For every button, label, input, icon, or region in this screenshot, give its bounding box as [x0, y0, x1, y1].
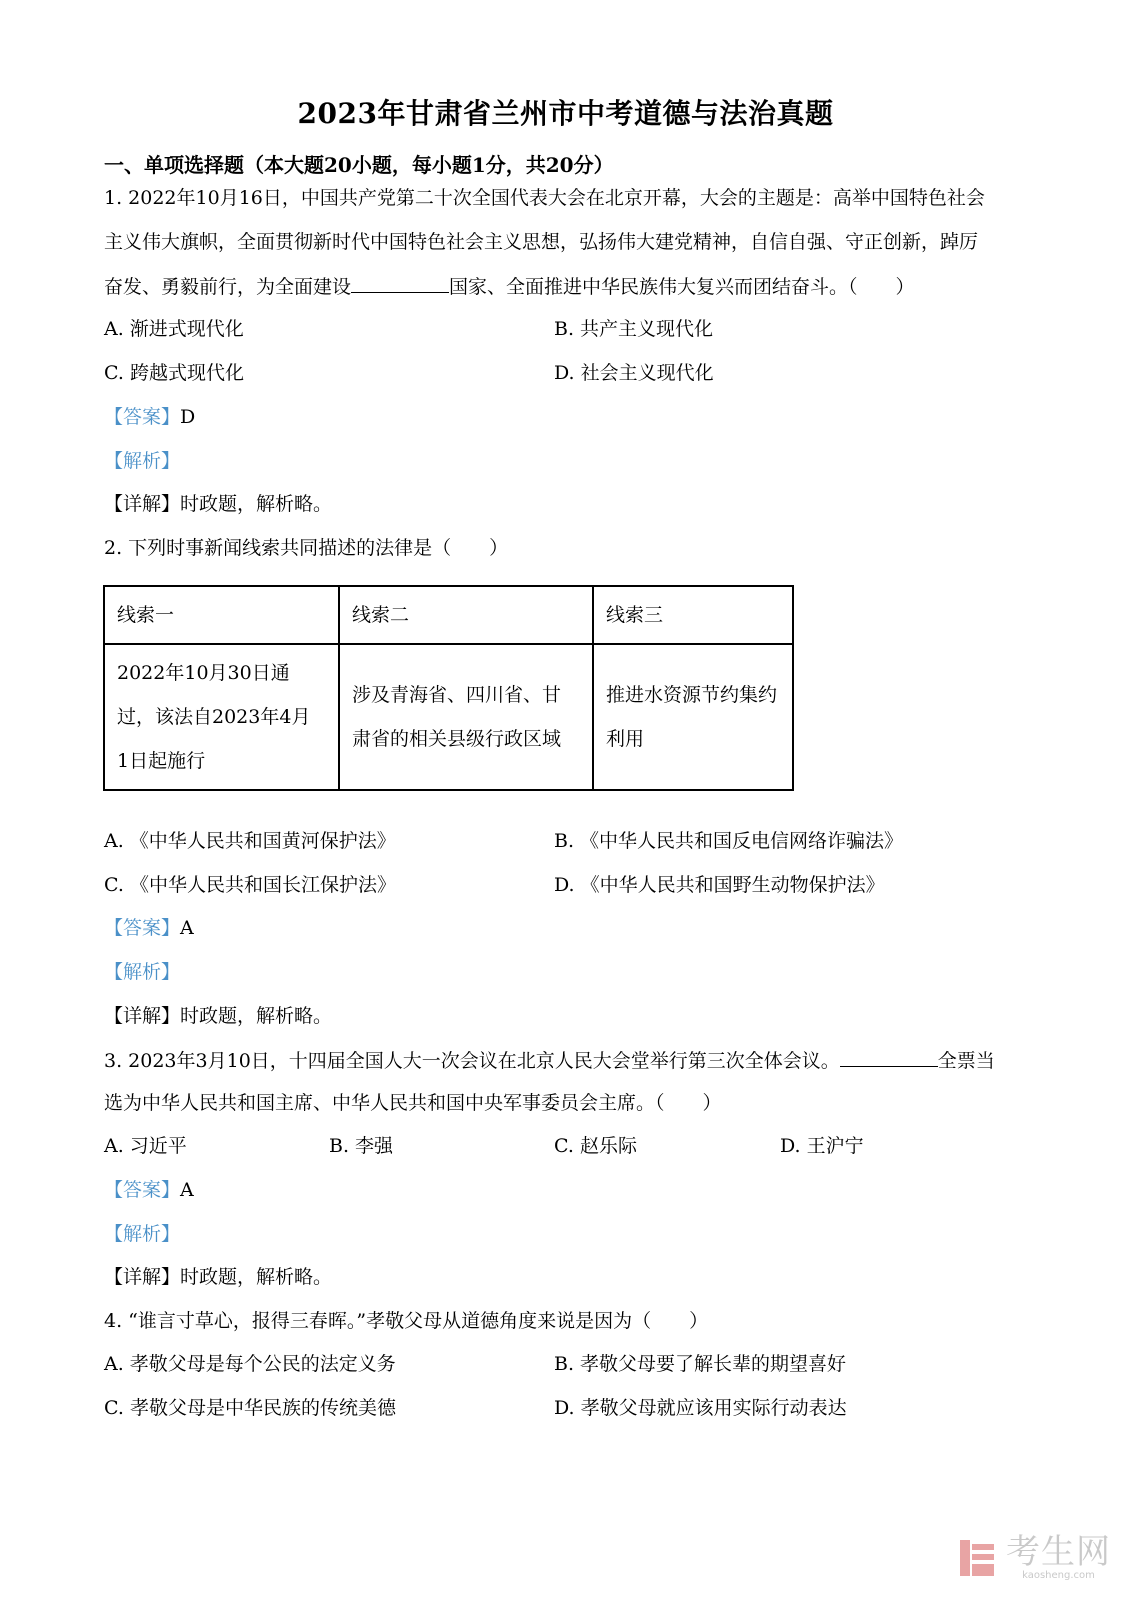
q1-option-a: A. 渐进式现代化	[104, 318, 244, 340]
q3-option-c: C. 赵乐际	[554, 1135, 637, 1157]
table-cell-clue-1	[104, 644, 339, 790]
q2-option-d: D. 《中华人民共和国野生动物保护法》	[554, 874, 885, 896]
q3-answer-blank	[840, 1046, 938, 1067]
table-header-1: 线索一	[104, 586, 339, 644]
q3-stem-line-1-end: 全票当	[937, 1050, 995, 1072]
q1-answer	[104, 404, 195, 430]
table-row	[104, 644, 793, 790]
q2-answer	[104, 915, 194, 941]
watermark-site-name: 考生网	[1006, 1532, 1111, 1572]
q1-detail-text: 时政题，解析略。	[180, 493, 333, 515]
q1-stem-line-3-end: 国家、全面推进中华民族伟大复兴而团结奋斗。（ ）	[449, 276, 915, 298]
q2-detail-text: 时政题，解析略。	[180, 1005, 333, 1027]
section-heading: 一、单项选择题（本大题20小题，每小题1分，共20分）	[104, 153, 614, 177]
detail-tag: 【详解】	[104, 493, 181, 515]
q2-detail	[104, 1003, 332, 1029]
q3-stem-line-2: 选为中华人民共和国主席、中华人民共和国中央军事委员会主席。（ ）	[104, 1092, 722, 1114]
q2-option-a: A. 《中华人民共和国黄河保护法》	[104, 830, 396, 852]
answer-tag: 【答案】	[104, 1179, 181, 1201]
clue-table	[103, 585, 794, 791]
q4-option-a: A. 孝敬父母是每个公民的法定义务	[104, 1353, 396, 1375]
cell-line: 2022年10月30日通	[117, 662, 290, 684]
watermark-logo-icon	[958, 1538, 998, 1578]
table-header-row	[104, 586, 793, 644]
cell-line: 涉及青海省、四川省、甘	[352, 684, 562, 706]
cell-line: 利用	[606, 728, 645, 750]
cell-line: 1日起施行	[117, 750, 206, 772]
q3-option-d: D. 王沪宁	[780, 1135, 864, 1157]
q3-option-a: A. 习近平	[104, 1135, 187, 1157]
q1-option-c: C. 跨越式现代化	[104, 362, 244, 384]
q3-answer-value: A	[180, 1179, 194, 1201]
q2-stem: 2. 下列时事新闻线索共同描述的法律是（ ）	[104, 537, 509, 559]
q1-answer-blank	[351, 272, 449, 293]
q1-option-b: B. 共产主义现代化	[554, 318, 714, 340]
q3-option-b: B. 李强	[329, 1135, 394, 1157]
q3-stem-line-1	[104, 1046, 995, 1074]
q1-stem-line-3	[104, 272, 915, 300]
q3-stem-line-1-start: 3. 2023年3月10日，十四届全国人大一次会议在北京人民大会堂举行第三次全体会议。	[104, 1050, 840, 1072]
q2-answer-value: A	[180, 917, 194, 939]
table-header-2: 线索二	[339, 586, 593, 644]
q3-detail	[104, 1264, 332, 1290]
watermark-text	[1006, 1534, 1111, 1582]
q2-option-c: C. 《中华人民共和国长江保护法》	[104, 874, 396, 896]
cell-line: 肃省的相关县级行政区域	[352, 728, 562, 750]
watermark-url: kaosheng.com	[1022, 1570, 1095, 1581]
table-cell-clue-3	[593, 644, 793, 790]
detail-tag: 【详解】	[104, 1266, 181, 1288]
watermark	[958, 1534, 1111, 1582]
table-cell-clue-2	[339, 644, 593, 790]
q1-stem-line-1: 1. 2022年10月16日，中国共产党第二十次全国代表大会在北京开幕，大会的主题是：高举中国特色社会	[104, 187, 985, 209]
q1-option-d: D. 社会主义现代化	[554, 362, 714, 384]
q2-option-b: B. 《中华人民共和国反电信网络诈骗法》	[554, 830, 904, 852]
answer-tag: 【答案】	[104, 917, 181, 939]
q4-stem: 4. “谁言寸草心，报得三春晖。”孝敬父母从道德角度来说是因为（ ）	[104, 1310, 709, 1332]
q3-answer	[104, 1177, 194, 1203]
q2-analysis-tag: 【解析】	[104, 961, 181, 983]
cell-line: 推进水资源节约集约	[606, 684, 778, 706]
q1-detail	[104, 491, 332, 517]
table-header-3: 线索三	[593, 586, 793, 644]
q1-analysis-tag: 【解析】	[104, 450, 181, 472]
q3-detail-text: 时政题，解析略。	[180, 1266, 333, 1288]
page-title: 2023年甘肃省兰州市中考道德与法治真题	[297, 97, 834, 130]
q1-stem-line-2: 主义伟大旗帜，全面贯彻新时代中国特色社会主义思想，弘扬伟大建党精神，自信自强、守正创新，踔厉	[104, 231, 979, 253]
q1-answer-value: D	[180, 406, 196, 428]
cell-line: 过，该法自2023年4月	[117, 706, 311, 728]
answer-tag: 【答案】	[104, 406, 181, 428]
q4-option-b: B. 孝敬父母要了解长辈的期望喜好	[554, 1353, 847, 1375]
q3-analysis-tag: 【解析】	[104, 1223, 181, 1245]
q4-option-d: D. 孝敬父母就应该用实际行动表达	[554, 1397, 847, 1419]
q1-stem-line-3-start: 奋发、勇毅前行，为全面建设	[104, 276, 352, 298]
detail-tag: 【详解】	[104, 1005, 181, 1027]
q4-option-c: C. 孝敬父母是中华民族的传统美德	[104, 1397, 396, 1419]
